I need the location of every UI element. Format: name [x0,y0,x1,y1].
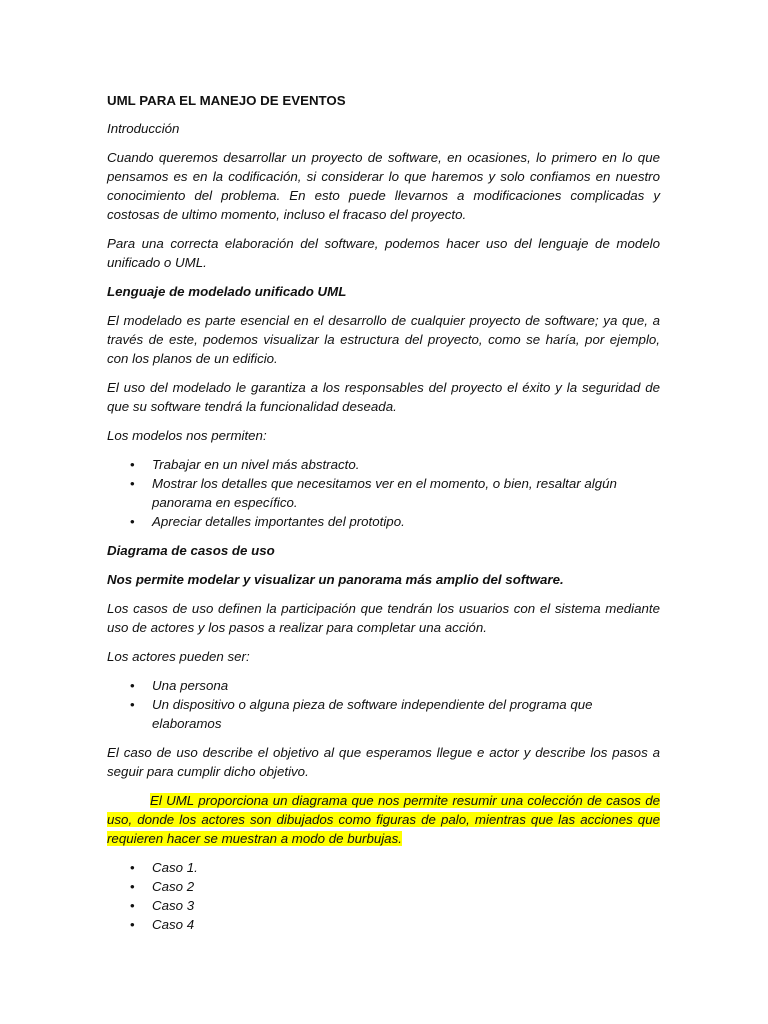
list-item: • Caso 3 [130,898,195,913]
usecase-subheading: Nos permite modelar y visualizar un panorama más amplio del software. [107,572,564,587]
uml-paragraph-1: El modelado es parte esencial en el desarrollo de cualquier proyecto de software; ya que, a través de este, podemos visualizar la estructura del proyecto, como se haría, por ejemplo, con los planos de un edificio. [107,313,660,366]
usecase-paragraph-2: El caso de uso describe el objetivo al que esperamos llegue e actor y describe los pasos a seguir para cumplir dicho objetivo. [107,745,660,779]
bullet-icon: • [130,697,135,712]
list-item: • Una persona [130,678,229,693]
list-item: • Caso 1. [130,860,198,875]
usecase-heading: Diagrama de casos de uso [107,543,275,558]
list-item: • Trabajar en un nivel más abstracto. [130,457,360,472]
actors-intro: Los actores pueden ser: [107,649,250,664]
intro-paragraph-1: Cuando queremos desarrollar un proyecto de software, en ocasiones, lo primero en lo que pensamos es en la codificación, si considerar lo que haremos y solo confiamos en nuestro conocimiento del problema. En esto puede llevarnos a modificaciones complicadas y costosas de ultimo momento, incluso el fracaso del proyecto. [107,150,660,222]
intro-paragraph-2: Para una correcta elaboración del software, podemos hacer uso del lenguaje de modelo unificado o UML. [107,236,660,270]
list-item: • Apreciar detalles importantes del prototipo. [130,514,405,529]
list-item: • Un dispositivo o alguna pieza de software independiente del programa que elaboramos [130,697,593,731]
document-title: UML PARA EL MANEJO DE EVENTOS [107,93,346,108]
list-item: • Caso 4 [130,917,195,932]
list-item: • Caso 2 [130,879,195,894]
list-item: • Mostrar los detalles que necesitamos ver en el momento, o bien, resaltar algún panorama en específico. [130,476,617,510]
intro-heading: Introducción [107,121,180,136]
bullet-icon: • [130,917,135,932]
bullet-icon: • [130,514,135,529]
bullet-icon: • [130,476,135,491]
cases-list [107,858,660,934]
bullet-icon: • [130,898,135,913]
models-list [107,455,660,531]
uml-heading: Lenguaje de modelado unificado UML [107,284,347,299]
highlighted-paragraph [107,791,660,848]
usecase-paragraph-1: Los casos de uso definen la participación que tendrán los usuarios con el sistema mediante uso de actores y los pasos a realizar para completar una acción. [107,601,660,635]
uml-paragraph-2: El uso del modelado le garantiza a los responsables del proyecto el éxito y la seguridad de que su software tendrá la funcionalidad deseada. [107,380,660,414]
bullet-icon: • [130,860,135,875]
highlight-mark: El UML proporciona un diagrama que nos permite resumir una colección de casos de uso, donde los actores son dibujados como figuras de palo, mientras que las acciones que requieren hacer se muestran a modo de burbujas. [107,793,660,846]
bullet-icon: • [130,879,135,894]
bullet-icon: • [130,457,135,472]
bullet-icon: • [130,678,135,693]
models-intro: Los modelos nos permiten: [107,428,267,443]
actors-list [107,676,660,733]
